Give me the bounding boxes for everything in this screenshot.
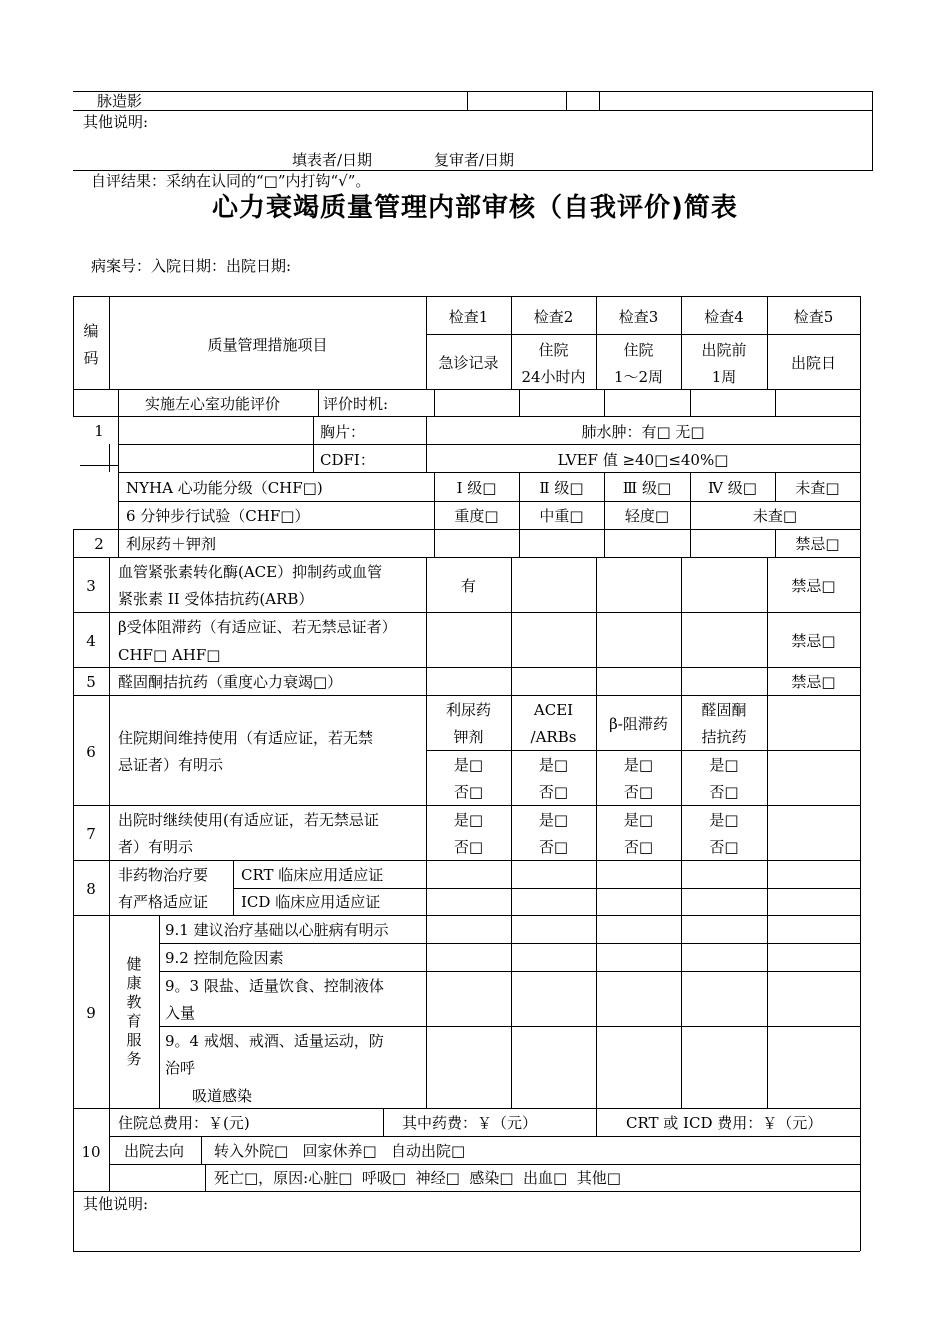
header-check-4-timing-2: 1周 bbox=[711, 368, 737, 386]
row4-label-1: β受体阻滞药（有适应证、若无禁忌证者） bbox=[118, 618, 397, 636]
row1-lvef: LVEF 值 ≥40□≤40%□ bbox=[557, 451, 729, 469]
header-check-5: 检查5 bbox=[793, 308, 834, 326]
row8-icd: ICD 临床应用适应证 bbox=[241, 893, 381, 911]
row1-nyha: NYHA 心功能分级（CHF□) bbox=[126, 479, 323, 497]
patient-info-line: 病案号：入院日期：出院日期: bbox=[91, 257, 292, 275]
row8-label-1: 非药物治疗要 bbox=[118, 866, 209, 884]
row6-number: 6 bbox=[86, 743, 96, 761]
row4-contraindication[interactable]: 禁忌□ bbox=[791, 632, 836, 650]
row6-drug-3: β-阻滞药 bbox=[609, 715, 668, 733]
row10-drug-cost: 其中药费：￥（元） bbox=[402, 1114, 538, 1132]
row6-drug-2-line1: ACEI bbox=[533, 701, 574, 719]
row6-drug-1-line2: 钾剂 bbox=[453, 728, 484, 746]
top-other-notes-label: 其他说明: bbox=[83, 113, 149, 131]
filler-date-label: 填表者/日期 bbox=[292, 151, 373, 169]
self-eval-result-note: 自评结果：采纳在认同的“□”内打钩“√”。 bbox=[91, 172, 371, 190]
row3-have: 有 bbox=[460, 577, 476, 595]
row5-number: 5 bbox=[86, 673, 96, 691]
header-code-1: 编 bbox=[83, 322, 99, 340]
row6-label-1: 住院期间维持使用（有适应证，若无禁 bbox=[118, 729, 374, 747]
row4-label-2: CHF□ AHF□ bbox=[118, 646, 221, 664]
row9-vertical-1: 健 bbox=[126, 955, 142, 973]
row9-item-4c: 吸道感染 bbox=[192, 1087, 253, 1105]
header-check-3: 检查3 bbox=[618, 308, 659, 326]
nyha-option-4[interactable]: Ⅳ 级□ bbox=[708, 479, 757, 497]
row7-yes-4[interactable]: 是□ bbox=[709, 811, 739, 829]
row10-discharge-options[interactable]: 转入外院□ 回家休养□ 自动出院□ bbox=[214, 1142, 466, 1160]
row8-number: 8 bbox=[86, 880, 96, 898]
row7-number: 7 bbox=[86, 825, 96, 843]
row7-no-3[interactable]: 否□ bbox=[623, 838, 654, 856]
row6-drug-2-line2: /ARBs bbox=[530, 728, 577, 746]
row6-yes-2[interactable]: 是□ bbox=[538, 756, 569, 774]
row7-yes-1[interactable]: 是□ bbox=[453, 811, 484, 829]
row9-item-4b: 治呼 bbox=[165, 1059, 196, 1077]
nyha-option-2[interactable]: Ⅱ 级□ bbox=[539, 479, 584, 497]
walk-option-mild[interactable]: 轻度□ bbox=[624, 507, 670, 525]
row6-drug-1-line1: 利尿药 bbox=[445, 701, 491, 719]
row10-discharge-label: 出院去向 bbox=[124, 1142, 185, 1160]
row7-label-1: 出院时继续使用(有适应证，若无禁忌证 bbox=[118, 811, 379, 829]
row9-item-4a: 9。4 戒烟、戒酒、适量运动，防 bbox=[165, 1032, 384, 1050]
row9-vertical-4: 育 bbox=[126, 1012, 142, 1030]
header-check-3-timing-1: 住院 bbox=[623, 341, 654, 359]
header-check-1: 检查1 bbox=[448, 308, 489, 326]
row7-yes-2[interactable]: 是□ bbox=[538, 811, 569, 829]
row4-number: 4 bbox=[86, 632, 96, 650]
header-code-2: 码 bbox=[83, 349, 99, 367]
header-item: 质量管理措施项目 bbox=[207, 336, 328, 354]
row6-drug-4-line1: 醛固酮 bbox=[701, 701, 747, 719]
row6-no-4[interactable]: 否□ bbox=[709, 783, 739, 801]
header-check-2: 检查2 bbox=[533, 308, 574, 326]
nyha-option-1[interactable]: I 级□ bbox=[456, 479, 497, 497]
row9-vertical-6: 务 bbox=[126, 1050, 142, 1068]
row10-device-cost: CRT 或 ICD 费用：￥（元） bbox=[626, 1114, 823, 1132]
row6-no-3[interactable]: 否□ bbox=[623, 783, 654, 801]
row9-vertical-2: 康 bbox=[126, 974, 142, 992]
row7-no-4[interactable]: 否□ bbox=[709, 838, 739, 856]
row1-cdfi: CDFI： bbox=[320, 451, 375, 469]
row3-contraindication[interactable]: 禁忌□ bbox=[791, 577, 836, 595]
walk-option-none[interactable]: 未查□ bbox=[752, 507, 798, 525]
row10-number: 10 bbox=[81, 1143, 101, 1161]
page-title: 心力衰竭质量管理内部审核（自我评价)简表 bbox=[212, 193, 738, 223]
header-check-5-timing: 出院日 bbox=[790, 354, 836, 372]
reviewer-date-label: 复审者/日期 bbox=[434, 151, 515, 169]
row7-label-2: 者）有明示 bbox=[118, 838, 194, 856]
row6-label-2: 忌证者）有明示 bbox=[118, 756, 224, 774]
header-check-4-timing-1: 出院前 bbox=[701, 341, 747, 359]
row9-item-1: 9.1 建议治疗基础以心脏病有明示 bbox=[165, 921, 389, 939]
row8-label-2: 有严格适应证 bbox=[118, 893, 209, 911]
row9-vertical-5: 服 bbox=[126, 1031, 142, 1049]
row1-eval-time: 评价时机: bbox=[323, 395, 389, 413]
row2-label: 利尿药＋钾剂 bbox=[126, 535, 217, 553]
row2-number: 2 bbox=[94, 535, 104, 553]
row1-number: 1 bbox=[94, 422, 104, 440]
walk-option-severe[interactable]: 重度□ bbox=[454, 507, 499, 525]
angiography-label: 脉造影 bbox=[97, 92, 143, 110]
row6-yes-4[interactable]: 是□ bbox=[709, 756, 739, 774]
row9-vertical-3: 教 bbox=[126, 993, 142, 1011]
row9-item-2: 9.2 控制危险因素 bbox=[165, 949, 284, 967]
row7-no-2[interactable]: 否□ bbox=[538, 838, 569, 856]
row10-total-cost: 住院总费用：￥(元) bbox=[118, 1114, 250, 1132]
row6-yes-3[interactable]: 是□ bbox=[623, 756, 654, 774]
row7-yes-3[interactable]: 是□ bbox=[623, 811, 654, 829]
row3-label-2: 紧张素 II 受体拮抗药(ARB） bbox=[118, 590, 314, 608]
row1-edema: 肺水肿：有□ 无□ bbox=[581, 423, 705, 441]
row9-item-3a: 9。3 限盐、适量饮食、控制液体 bbox=[165, 977, 384, 995]
header-check-3-timing-2: 1～2周 bbox=[613, 368, 664, 386]
row3-number: 3 bbox=[86, 577, 96, 595]
row3-label-1: 血管紧张素转化酶(ACE）抑制药或血管 bbox=[118, 563, 383, 581]
row1-walk-test: 6 分钟步行试验（CHF□） bbox=[126, 507, 310, 525]
header-check-4: 检查4 bbox=[704, 308, 744, 326]
row9-item-3b: 入量 bbox=[165, 1004, 196, 1022]
row7-no-1[interactable]: 否□ bbox=[453, 838, 484, 856]
row6-no-2[interactable]: 否□ bbox=[538, 783, 569, 801]
walk-option-moderate[interactable]: 中重□ bbox=[539, 507, 584, 525]
bottom-other-notes: 其他说明: bbox=[83, 1195, 149, 1213]
row6-yes-1[interactable]: 是□ bbox=[453, 756, 484, 774]
nyha-option-3[interactable]: Ⅲ 级□ bbox=[622, 479, 672, 497]
row6-drug-4-line2: 拮抗药 bbox=[701, 728, 747, 746]
row1-lv-eval: 实施左心室功能评价 bbox=[145, 395, 281, 413]
header-check-1-timing: 急诊记录 bbox=[438, 354, 499, 372]
row6-no-1[interactable]: 否□ bbox=[453, 783, 484, 801]
row5-label: 醛固酮拮抗药（重度心力衰竭□） bbox=[118, 673, 343, 691]
row5-contraindication[interactable]: 禁忌□ bbox=[791, 673, 836, 691]
header-check-2-timing-2: 24小时内 bbox=[521, 368, 586, 386]
row10-death-options[interactable]: 死亡□，原因:心脏□ 呼吸□ 神经□ 感染□ 出血□ 其他□ bbox=[214, 1169, 621, 1187]
row8-crt: CRT 临床应用适应证 bbox=[241, 866, 384, 884]
header-check-2-timing-1: 住院 bbox=[538, 341, 569, 359]
row2-contraindication[interactable]: 禁忌□ bbox=[795, 535, 840, 553]
row1-chest-xray: 胸片： bbox=[320, 423, 366, 441]
nyha-option-none[interactable]: 未查□ bbox=[795, 479, 840, 497]
row9-number: 9 bbox=[86, 1004, 96, 1022]
